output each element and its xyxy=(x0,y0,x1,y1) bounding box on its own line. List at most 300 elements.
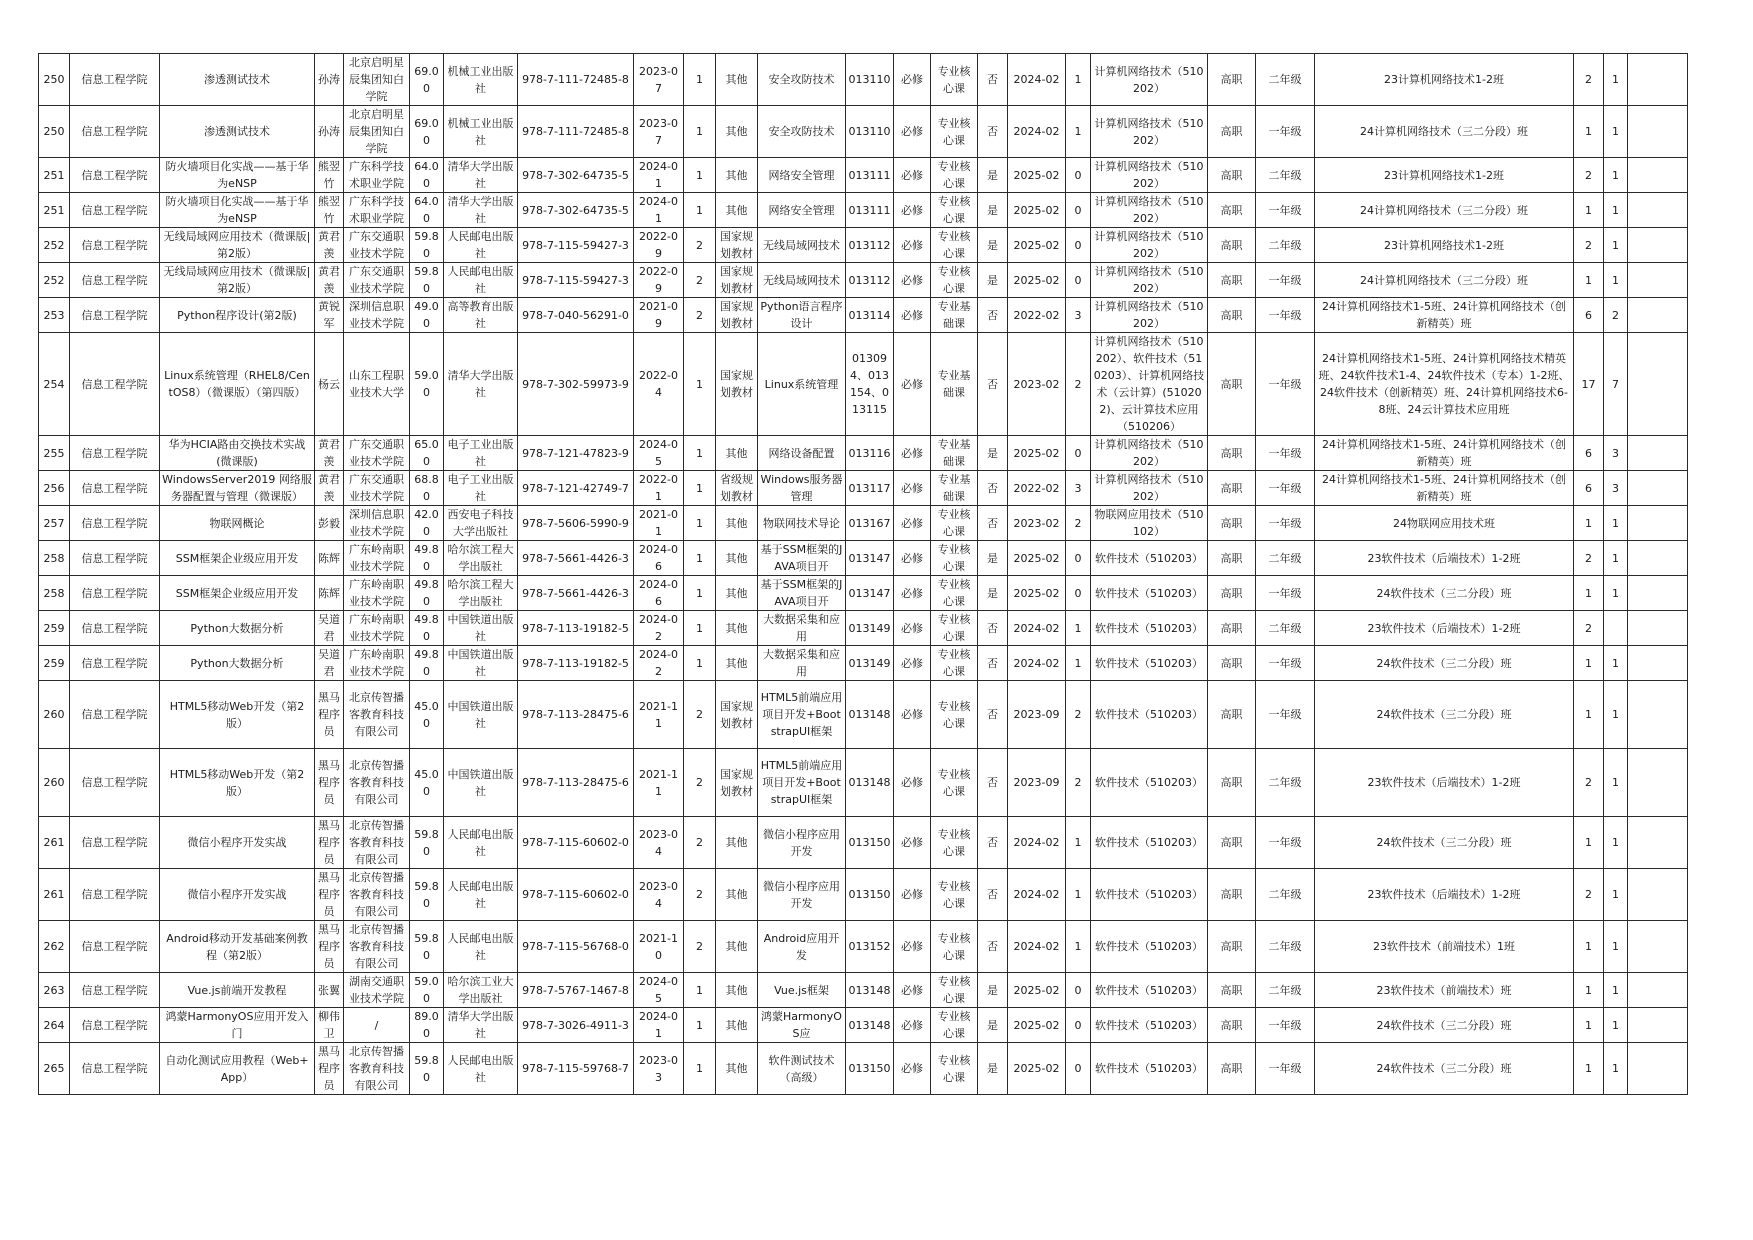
cell-pub-date: 2021-01 xyxy=(634,506,684,541)
cell-required: 必修 xyxy=(894,541,931,576)
cell-pub-date: 2021-11 xyxy=(634,749,684,817)
cell-course-type: 专业核心课 xyxy=(931,193,978,228)
cell-college: 信息工程学院 xyxy=(70,646,160,681)
cell-major: 计算机网络技术（510202） xyxy=(1091,436,1208,471)
cell-book-title: 无线局域网应用技术（微课版|第2版） xyxy=(160,263,315,298)
cell-author: 黑马程序员 xyxy=(315,681,344,749)
cell-isbn: 978-7-302-59973-9 xyxy=(518,333,634,436)
cell-course-code: 013147 xyxy=(846,576,894,611)
cell-isbn: 978-7-115-59427-3 xyxy=(518,263,634,298)
table-row xyxy=(39,471,1688,506)
cell-author-org: 广东岭南职业技术学院 xyxy=(344,611,410,646)
cell-edition: 1 xyxy=(684,158,716,193)
cell-price: 69.00 xyxy=(410,106,444,158)
cell-count: 0 xyxy=(1066,1043,1091,1095)
cell-course: 微信小程序应用开发 xyxy=(758,869,846,921)
cell-book-title: HTML5移动Web开发（第2版） xyxy=(160,681,315,749)
cell-course-code: 013116 xyxy=(846,436,894,471)
cell-use-date: 2024-02 xyxy=(1008,106,1066,158)
cell-course: 无线局域网技术 xyxy=(758,228,846,263)
cell-empty xyxy=(1628,817,1688,869)
cell-book-title: 无线局域网应用技术（微课版|第2版） xyxy=(160,228,315,263)
cell-grade: 一年级 xyxy=(1256,263,1315,298)
cell-isbn: 978-7-113-28475-6 xyxy=(518,749,634,817)
cell-class-count: 6 xyxy=(1574,471,1604,506)
cell-classes: 24软件技术（三二分段）班 xyxy=(1315,1043,1574,1095)
cell-author: 杨云 xyxy=(315,333,344,436)
cell-press: 清华大学出版社 xyxy=(444,1008,518,1043)
cell-course-type: 专业核心课 xyxy=(931,54,978,106)
cell-author: 熊翌竹 xyxy=(315,158,344,193)
table-row xyxy=(39,576,1688,611)
cell-use-date: 2025-02 xyxy=(1008,263,1066,298)
cell-count: 0 xyxy=(1066,228,1091,263)
cell-college: 信息工程学院 xyxy=(70,869,160,921)
cell-course-code: 013148 xyxy=(846,973,894,1008)
cell-edition: 1 xyxy=(684,611,716,646)
cell-plan-level: 其他 xyxy=(716,193,758,228)
cell-class-count: 6 xyxy=(1574,298,1604,333)
cell-count: 3 xyxy=(1066,471,1091,506)
cell-press: 高等教育出版社 xyxy=(444,298,518,333)
cell-price: 68.80 xyxy=(410,471,444,506)
cell-edition: 1 xyxy=(684,646,716,681)
cell-class-count: 2 xyxy=(1574,541,1604,576)
cell-author: 黄君羡 xyxy=(315,263,344,298)
cell-college: 信息工程学院 xyxy=(70,749,160,817)
cell-author: 熊翌竹 xyxy=(315,193,344,228)
cell-edu-level: 高职 xyxy=(1208,263,1256,298)
cell-plan-level: 国家规划教材 xyxy=(716,263,758,298)
cell-author-org: 北京传智播客教育科技有限公司 xyxy=(344,681,410,749)
cell-count: 3 xyxy=(1066,298,1091,333)
cell-author-org: 北京传智播客教育科技有限公司 xyxy=(344,749,410,817)
table-row xyxy=(39,541,1688,576)
cell-required: 必修 xyxy=(894,749,931,817)
cell-author-org: 北京传智播客教育科技有限公司 xyxy=(344,869,410,921)
cell-set-count: 1 xyxy=(1604,541,1628,576)
cell-edu-level: 高职 xyxy=(1208,436,1256,471)
cell-major: 计算机网络技术（510202） xyxy=(1091,158,1208,193)
cell-no: 259 xyxy=(39,611,70,646)
cell-author-org: 广东科学技术职业学院 xyxy=(344,158,410,193)
cell-no: 261 xyxy=(39,869,70,921)
cell-grade: 二年级 xyxy=(1256,228,1315,263)
cell-press: 哈尔滨工程大学出版社 xyxy=(444,541,518,576)
cell-empty xyxy=(1628,158,1688,193)
cell-edu-level: 高职 xyxy=(1208,506,1256,541)
cell-required: 必修 xyxy=(894,54,931,106)
cell-empty xyxy=(1628,193,1688,228)
cell-classes: 23软件技术（后端技术）1-2班 xyxy=(1315,749,1574,817)
cell-course: HTML5前端应用项目开发+BootstrapUI框架 xyxy=(758,749,846,817)
cell-course: 安全攻防技术 xyxy=(758,54,846,106)
cell-grade: 二年级 xyxy=(1256,921,1315,973)
cell-isbn: 978-7-5767-1467-8 xyxy=(518,973,634,1008)
cell-flag: 否 xyxy=(978,54,1008,106)
cell-pub-date: 2021-09 xyxy=(634,298,684,333)
cell-flag: 否 xyxy=(978,921,1008,973)
table-row xyxy=(39,611,1688,646)
cell-edition: 1 xyxy=(684,1043,716,1095)
cell-edition: 1 xyxy=(684,506,716,541)
cell-set-count: 1 xyxy=(1604,973,1628,1008)
cell-course: Linux系统管理 xyxy=(758,333,846,436)
cell-isbn: 978-7-115-60602-0 xyxy=(518,869,634,921)
cell-pub-date: 2024-05 xyxy=(634,973,684,1008)
cell-set-count: 1 xyxy=(1604,921,1628,973)
table-row xyxy=(39,646,1688,681)
cell-edu-level: 高职 xyxy=(1208,333,1256,436)
cell-course-code: 013152 xyxy=(846,921,894,973)
cell-author-org: 广东交通职业技术学院 xyxy=(344,436,410,471)
cell-set-count: 1 xyxy=(1604,54,1628,106)
textbook-table xyxy=(38,53,1688,1095)
cell-course-code: 013111 xyxy=(846,158,894,193)
cell-grade: 一年级 xyxy=(1256,333,1315,436)
cell-flag: 是 xyxy=(978,228,1008,263)
cell-edu-level: 高职 xyxy=(1208,471,1256,506)
cell-required: 必修 xyxy=(894,646,931,681)
cell-pub-date: 2023-04 xyxy=(634,869,684,921)
cell-course: 鸿蒙HarmonyOS应 xyxy=(758,1008,846,1043)
cell-edu-level: 高职 xyxy=(1208,193,1256,228)
cell-course-type: 专业核心课 xyxy=(931,1043,978,1095)
cell-flag: 否 xyxy=(978,817,1008,869)
cell-press: 中国铁道出版社 xyxy=(444,646,518,681)
table-row xyxy=(39,1008,1688,1043)
cell-course-code: 013110 xyxy=(846,54,894,106)
cell-flag: 是 xyxy=(978,1043,1008,1095)
cell-use-date: 2024-02 xyxy=(1008,646,1066,681)
cell-author-org: 湖南交通职业技术学院 xyxy=(344,973,410,1008)
cell-class-count: 1 xyxy=(1574,263,1604,298)
cell-edition: 1 xyxy=(684,436,716,471)
cell-major: 软件技术（510203） xyxy=(1091,817,1208,869)
cell-no: 264 xyxy=(39,1008,70,1043)
cell-plan-level: 其他 xyxy=(716,106,758,158)
cell-pub-date: 2022-04 xyxy=(634,333,684,436)
cell-pub-date: 2023-04 xyxy=(634,817,684,869)
cell-grade: 一年级 xyxy=(1256,576,1315,611)
cell-pub-date: 2023-03 xyxy=(634,1043,684,1095)
cell-press: 人民邮电出版社 xyxy=(444,1043,518,1095)
cell-course-type: 专业核心课 xyxy=(931,817,978,869)
cell-book-title: SSM框架企业级应用开发 xyxy=(160,541,315,576)
cell-empty xyxy=(1628,263,1688,298)
cell-set-count: 1 xyxy=(1604,646,1628,681)
cell-count: 2 xyxy=(1066,749,1091,817)
cell-edu-level: 高职 xyxy=(1208,541,1256,576)
cell-college: 信息工程学院 xyxy=(70,228,160,263)
cell-empty xyxy=(1628,471,1688,506)
cell-course: 基于SSM框架的JAVA项目开 xyxy=(758,541,846,576)
cell-price: 59.80 xyxy=(410,817,444,869)
cell-grade: 一年级 xyxy=(1256,646,1315,681)
cell-author-org: / xyxy=(344,1008,410,1043)
cell-class-count: 1 xyxy=(1574,1043,1604,1095)
cell-author: 黄锐军 xyxy=(315,298,344,333)
cell-classes: 23软件技术（前端技术）班 xyxy=(1315,973,1574,1008)
cell-press: 哈尔滨工程大学出版社 xyxy=(444,576,518,611)
table-row xyxy=(39,158,1688,193)
cell-empty xyxy=(1628,298,1688,333)
cell-author-org: 北京传智播客教育科技有限公司 xyxy=(344,1043,410,1095)
cell-edition: 2 xyxy=(684,298,716,333)
cell-grade: 二年级 xyxy=(1256,869,1315,921)
cell-edition: 1 xyxy=(684,471,716,506)
cell-classes: 23计算机网络技术1-2班 xyxy=(1315,228,1574,263)
cell-grade: 一年级 xyxy=(1256,471,1315,506)
cell-press: 中国铁道出版社 xyxy=(444,611,518,646)
cell-course: 大数据采集和应用 xyxy=(758,646,846,681)
cell-major: 计算机网络技术（510202） xyxy=(1091,228,1208,263)
cell-flag: 是 xyxy=(978,436,1008,471)
cell-major: 软件技术（510203） xyxy=(1091,921,1208,973)
cell-book-title: Python大数据分析 xyxy=(160,646,315,681)
cell-pub-date: 2024-01 xyxy=(634,1008,684,1043)
cell-class-count: 2 xyxy=(1574,749,1604,817)
cell-count: 2 xyxy=(1066,333,1091,436)
cell-press: 机械工业出版社 xyxy=(444,54,518,106)
cell-course: 物联网技术导论 xyxy=(758,506,846,541)
cell-count: 1 xyxy=(1066,869,1091,921)
cell-course-code: 013167 xyxy=(846,506,894,541)
cell-class-count: 1 xyxy=(1574,576,1604,611)
cell-set-count: 1 xyxy=(1604,506,1628,541)
cell-college: 信息工程学院 xyxy=(70,333,160,436)
cell-price: 59.80 xyxy=(410,228,444,263)
cell-edition: 1 xyxy=(684,106,716,158)
cell-major: 软件技术（510203） xyxy=(1091,611,1208,646)
cell-course-code: 013149 xyxy=(846,646,894,681)
cell-empty xyxy=(1628,54,1688,106)
cell-book-title: 华为HCIA路由交换技术实战(微课版) xyxy=(160,436,315,471)
cell-isbn: 978-7-113-28475-6 xyxy=(518,681,634,749)
cell-price: 42.00 xyxy=(410,506,444,541)
cell-count: 0 xyxy=(1066,436,1091,471)
cell-course: 网络设备配置 xyxy=(758,436,846,471)
cell-plan-level: 其他 xyxy=(716,1043,758,1095)
cell-author: 吴道君 xyxy=(315,646,344,681)
cell-major: 软件技术（510203） xyxy=(1091,1043,1208,1095)
cell-use-date: 2025-02 xyxy=(1008,158,1066,193)
cell-edu-level: 高职 xyxy=(1208,106,1256,158)
cell-class-count: 1 xyxy=(1574,681,1604,749)
cell-press: 机械工业出版社 xyxy=(444,106,518,158)
cell-use-date: 2024-02 xyxy=(1008,611,1066,646)
cell-press: 西安电子科技大学出版社 xyxy=(444,506,518,541)
cell-no: 260 xyxy=(39,681,70,749)
cell-author-org: 北京启明星辰集团知白学院 xyxy=(344,106,410,158)
cell-grade: 一年级 xyxy=(1256,681,1315,749)
cell-isbn: 978-7-113-19182-5 xyxy=(518,646,634,681)
cell-course: 软件测试技术（高级） xyxy=(758,1043,846,1095)
cell-price: 64.00 xyxy=(410,158,444,193)
cell-edu-level: 高职 xyxy=(1208,973,1256,1008)
cell-course: Python语言程序设计 xyxy=(758,298,846,333)
cell-flag: 是 xyxy=(978,263,1008,298)
cell-required: 必修 xyxy=(894,973,931,1008)
cell-plan-level: 省级规划教材 xyxy=(716,471,758,506)
cell-author-org: 广东岭南职业技术学院 xyxy=(344,576,410,611)
cell-empty xyxy=(1628,106,1688,158)
table-body xyxy=(39,54,1688,1095)
cell-use-date: 2024-02 xyxy=(1008,869,1066,921)
cell-price: 49.80 xyxy=(410,611,444,646)
cell-class-count: 2 xyxy=(1574,869,1604,921)
cell-no: 257 xyxy=(39,506,70,541)
cell-count: 0 xyxy=(1066,576,1091,611)
cell-grade: 一年级 xyxy=(1256,506,1315,541)
cell-count: 1 xyxy=(1066,611,1091,646)
cell-edu-level: 高职 xyxy=(1208,1043,1256,1095)
cell-college: 信息工程学院 xyxy=(70,817,160,869)
cell-press: 人民邮电出版社 xyxy=(444,228,518,263)
cell-college: 信息工程学院 xyxy=(70,298,160,333)
cell-classes: 23计算机网络技术1-2班 xyxy=(1315,158,1574,193)
cell-author: 黄君羡 xyxy=(315,228,344,263)
cell-course: 微信小程序应用开发 xyxy=(758,817,846,869)
cell-author-org: 广东岭南职业技术学院 xyxy=(344,541,410,576)
cell-classes: 24计算机网络技术1-5班、24计算机网络技术（创新精英）班 xyxy=(1315,471,1574,506)
cell-plan-level: 其他 xyxy=(716,1008,758,1043)
cell-empty xyxy=(1628,973,1688,1008)
cell-price: 59.80 xyxy=(410,869,444,921)
cell-class-count: 2 xyxy=(1574,54,1604,106)
cell-course-type: 专业核心课 xyxy=(931,869,978,921)
cell-price: 64.00 xyxy=(410,193,444,228)
cell-course-code: 013148 xyxy=(846,749,894,817)
cell-course-code: 013150 xyxy=(846,1043,894,1095)
cell-use-date: 2025-02 xyxy=(1008,576,1066,611)
cell-grade: 一年级 xyxy=(1256,436,1315,471)
cell-classes: 24计算机网络技术（三二分段）班 xyxy=(1315,106,1574,158)
cell-price: 59.80 xyxy=(410,921,444,973)
cell-empty xyxy=(1628,749,1688,817)
cell-flag: 否 xyxy=(978,506,1008,541)
cell-pub-date: 2024-01 xyxy=(634,158,684,193)
cell-no: 263 xyxy=(39,973,70,1008)
cell-classes: 23软件技术（后端技术）1-2班 xyxy=(1315,611,1574,646)
cell-course-code: 013114 xyxy=(846,298,894,333)
cell-major: 软件技术（510203） xyxy=(1091,576,1208,611)
cell-course-code: 013150 xyxy=(846,869,894,921)
cell-edition: 1 xyxy=(684,973,716,1008)
cell-price: 65.00 xyxy=(410,436,444,471)
cell-course-type: 专业核心课 xyxy=(931,921,978,973)
cell-use-date: 2022-02 xyxy=(1008,471,1066,506)
cell-empty xyxy=(1628,1043,1688,1095)
cell-press: 电子工业出版社 xyxy=(444,471,518,506)
cell-classes: 24软件技术（三二分段）班 xyxy=(1315,576,1574,611)
cell-price: 89.00 xyxy=(410,1008,444,1043)
cell-pub-date: 2024-05 xyxy=(634,436,684,471)
cell-pub-date: 2023-07 xyxy=(634,106,684,158)
cell-course-type: 专业基础课 xyxy=(931,298,978,333)
cell-classes: 24计算机网络技术1-5班、24计算机网络技术（创新精英）班 xyxy=(1315,436,1574,471)
cell-grade: 一年级 xyxy=(1256,817,1315,869)
cell-college: 信息工程学院 xyxy=(70,921,160,973)
cell-class-count: 1 xyxy=(1574,193,1604,228)
cell-course-type: 专业基础课 xyxy=(931,436,978,471)
cell-author-org: 北京启明星辰集团知白学院 xyxy=(344,54,410,106)
cell-college: 信息工程学院 xyxy=(70,1043,160,1095)
cell-press: 清华大学出版社 xyxy=(444,333,518,436)
cell-no: 258 xyxy=(39,576,70,611)
cell-press: 人民邮电出版社 xyxy=(444,921,518,973)
cell-set-count: 1 xyxy=(1604,1008,1628,1043)
cell-course-type: 专业核心课 xyxy=(931,158,978,193)
cell-grade: 一年级 xyxy=(1256,193,1315,228)
cell-course-code: 013112 xyxy=(846,263,894,298)
cell-college: 信息工程学院 xyxy=(70,541,160,576)
cell-use-date: 2024-02 xyxy=(1008,921,1066,973)
cell-edition: 1 xyxy=(684,193,716,228)
cell-author: 黑马程序员 xyxy=(315,749,344,817)
cell-use-date: 2025-02 xyxy=(1008,541,1066,576)
cell-course: 安全攻防技术 xyxy=(758,106,846,158)
cell-class-count: 1 xyxy=(1574,506,1604,541)
cell-edu-level: 高职 xyxy=(1208,749,1256,817)
cell-isbn: 978-7-302-64735-5 xyxy=(518,193,634,228)
cell-classes: 24计算机网络技术（三二分段）班 xyxy=(1315,193,1574,228)
cell-use-date: 2025-02 xyxy=(1008,193,1066,228)
cell-edu-level: 高职 xyxy=(1208,1008,1256,1043)
cell-required: 必修 xyxy=(894,228,931,263)
cell-major: 计算机网络技术（510202） xyxy=(1091,193,1208,228)
cell-count: 1 xyxy=(1066,646,1091,681)
cell-isbn: 978-7-115-56768-0 xyxy=(518,921,634,973)
cell-author: 黄君羡 xyxy=(315,436,344,471)
cell-isbn: 978-7-121-42749-7 xyxy=(518,471,634,506)
cell-edition: 1 xyxy=(684,541,716,576)
cell-no: 254 xyxy=(39,333,70,436)
cell-set-count: 1 xyxy=(1604,869,1628,921)
cell-book-title: SSM框架企业级应用开发 xyxy=(160,576,315,611)
cell-use-date: 2022-02 xyxy=(1008,298,1066,333)
cell-price: 69.00 xyxy=(410,54,444,106)
cell-no: 250 xyxy=(39,54,70,106)
cell-grade: 二年级 xyxy=(1256,973,1315,1008)
cell-college: 信息工程学院 xyxy=(70,436,160,471)
cell-author-org: 山东工程职业技术大学 xyxy=(344,333,410,436)
cell-isbn: 978-7-115-59768-7 xyxy=(518,1043,634,1095)
cell-no: 252 xyxy=(39,263,70,298)
cell-pub-date: 2021-10 xyxy=(634,921,684,973)
cell-classes: 24物联网应用技术班 xyxy=(1315,506,1574,541)
cell-course-type: 专业核心课 xyxy=(931,506,978,541)
cell-empty xyxy=(1628,681,1688,749)
cell-book-title: WindowsServer2019 网络服务器配置与管理（微课版） xyxy=(160,471,315,506)
cell-price: 45.00 xyxy=(410,749,444,817)
cell-press: 清华大学出版社 xyxy=(444,158,518,193)
cell-press: 哈尔滨工业大学出版社 xyxy=(444,973,518,1008)
table-row xyxy=(39,1043,1688,1095)
cell-isbn: 978-7-040-56291-0 xyxy=(518,298,634,333)
cell-required: 必修 xyxy=(894,158,931,193)
cell-pub-date: 2022-09 xyxy=(634,263,684,298)
cell-use-date: 2023-09 xyxy=(1008,749,1066,817)
cell-press: 人民邮电出版社 xyxy=(444,869,518,921)
cell-required: 必修 xyxy=(894,869,931,921)
cell-grade: 一年级 xyxy=(1256,106,1315,158)
cell-flag: 是 xyxy=(978,576,1008,611)
cell-set-count: 1 xyxy=(1604,228,1628,263)
cell-pub-date: 2024-01 xyxy=(634,193,684,228)
cell-author-org: 广东岭南职业技术学院 xyxy=(344,646,410,681)
cell-required: 必修 xyxy=(894,106,931,158)
